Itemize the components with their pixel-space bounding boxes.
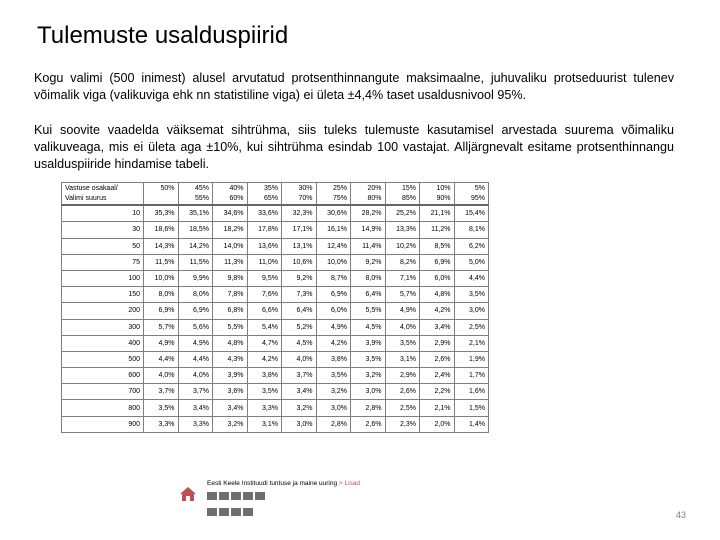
footer-section-link[interactable]: > Lisad bbox=[338, 480, 361, 487]
error-margin-cell: 17,1% bbox=[282, 222, 317, 238]
error-margin-cell: 2,4% bbox=[420, 368, 455, 384]
error-margin-cell: 3,5% bbox=[144, 400, 179, 416]
table-row bbox=[62, 368, 489, 384]
error-margin-cell: 6,9% bbox=[178, 303, 213, 319]
header-cell: 20% bbox=[351, 183, 386, 194]
error-margin-cell: 3,0% bbox=[351, 384, 386, 400]
header-cell: 85% bbox=[385, 194, 420, 206]
error-margin-cell: 7,8% bbox=[213, 287, 248, 303]
error-margin-cell: 5,5% bbox=[213, 319, 248, 335]
error-margin-cell: 2,6% bbox=[420, 351, 455, 367]
sample-size-cell: 300 bbox=[62, 319, 144, 335]
progress-square bbox=[207, 492, 217, 500]
error-margin-cell: 2,5% bbox=[454, 319, 489, 335]
progress-square bbox=[243, 508, 253, 516]
table-row bbox=[62, 416, 489, 432]
error-margin-cell: 3,3% bbox=[247, 400, 282, 416]
error-margin-cell: 5,0% bbox=[454, 254, 489, 270]
error-margin-cell: 10,2% bbox=[385, 238, 420, 254]
error-margin-cell: 28,2% bbox=[351, 205, 386, 222]
error-margin-cell: 3,5% bbox=[351, 351, 386, 367]
error-margin-cell: 3,4% bbox=[213, 400, 248, 416]
error-margin-cell: 4,5% bbox=[282, 335, 317, 351]
progress-square bbox=[207, 508, 217, 516]
error-margin-cell: 3,8% bbox=[316, 351, 351, 367]
header-cell: 40% bbox=[213, 183, 248, 194]
error-margin-cell: 6,4% bbox=[351, 287, 386, 303]
error-margin-cell: 2,8% bbox=[351, 400, 386, 416]
header-label-sample-size: Valimi suurus bbox=[62, 194, 144, 206]
error-margin-cell: 4,4% bbox=[178, 351, 213, 367]
sample-size-cell: 30 bbox=[62, 222, 144, 238]
error-margin-cell: 15,4% bbox=[454, 205, 489, 222]
error-margin-cell: 16,1% bbox=[316, 222, 351, 238]
error-margin-cell: 4,9% bbox=[385, 303, 420, 319]
sample-size-cell: 200 bbox=[62, 303, 144, 319]
error-margin-cell: 8,5% bbox=[420, 238, 455, 254]
table-row bbox=[62, 384, 489, 400]
error-margin-cell: 14,3% bbox=[144, 238, 179, 254]
error-margin-cell: 5,7% bbox=[385, 287, 420, 303]
progress-squares-top bbox=[207, 492, 265, 500]
error-margin-cell: 4,3% bbox=[213, 351, 248, 367]
table-row bbox=[62, 222, 489, 238]
error-margin-cell: 3,5% bbox=[385, 335, 420, 351]
table-row bbox=[62, 270, 489, 286]
error-margin-cell: 14,9% bbox=[351, 222, 386, 238]
error-margin-cell: 11,4% bbox=[351, 238, 386, 254]
header-cell: 25% bbox=[316, 183, 351, 194]
sample-size-cell: 50 bbox=[62, 238, 144, 254]
error-margin-cell: 3,1% bbox=[247, 416, 282, 432]
error-margin-cell: 11,0% bbox=[247, 254, 282, 270]
error-margin-cell: 11,5% bbox=[144, 254, 179, 270]
error-margin-cell: 1,7% bbox=[454, 368, 489, 384]
header-cell: 10% bbox=[420, 183, 455, 194]
error-margin-cell: 2,6% bbox=[385, 384, 420, 400]
error-margin-cell: 1,5% bbox=[454, 400, 489, 416]
error-margin-cell: 13,1% bbox=[282, 238, 317, 254]
error-margin-cell: 6,9% bbox=[316, 287, 351, 303]
error-margin-cell: 2,0% bbox=[420, 416, 455, 432]
error-margin-cell: 3,3% bbox=[144, 416, 179, 432]
error-margin-cell: 3,8% bbox=[247, 368, 282, 384]
sample-size-cell: 10 bbox=[62, 205, 144, 222]
error-margin-cell: 8,0% bbox=[144, 287, 179, 303]
table-row bbox=[62, 287, 489, 303]
sample-size-cell: 100 bbox=[62, 270, 144, 286]
error-margin-cell: 3,2% bbox=[316, 384, 351, 400]
error-margin-cell: 9,2% bbox=[351, 254, 386, 270]
progress-squares-bottom bbox=[207, 508, 313, 516]
header-label-share: Vastuse osakaal/ bbox=[62, 183, 144, 194]
confidence-interval-table bbox=[61, 182, 489, 433]
progress-square bbox=[231, 492, 241, 500]
header-cell: 75% bbox=[316, 194, 351, 206]
error-margin-cell: 18,6% bbox=[144, 222, 179, 238]
table-row bbox=[62, 400, 489, 416]
error-margin-cell: 4,2% bbox=[316, 335, 351, 351]
sample-size-cell: 800 bbox=[62, 400, 144, 416]
error-margin-cell: 3,5% bbox=[316, 368, 351, 384]
error-margin-cell: 4,9% bbox=[178, 335, 213, 351]
error-margin-cell: 3,2% bbox=[282, 400, 317, 416]
error-margin-cell: 4,8% bbox=[420, 287, 455, 303]
error-margin-cell: 2,9% bbox=[385, 368, 420, 384]
error-margin-cell: 30,6% bbox=[316, 205, 351, 222]
sample-size-cell: 500 bbox=[62, 351, 144, 367]
error-margin-cell: 3,3% bbox=[178, 416, 213, 432]
progress-square bbox=[279, 508, 289, 516]
error-margin-cell: 2,3% bbox=[385, 416, 420, 432]
error-margin-cell: 35,1% bbox=[178, 205, 213, 222]
error-margin-cell: 9,5% bbox=[247, 270, 282, 286]
table-row bbox=[62, 238, 489, 254]
error-margin-cell: 3,6% bbox=[213, 384, 248, 400]
error-margin-cell: 6,8% bbox=[213, 303, 248, 319]
error-margin-cell: 4,0% bbox=[178, 368, 213, 384]
sample-size-cell: 900 bbox=[62, 416, 144, 432]
page-title: Tulemuste usalduspiirid bbox=[37, 22, 289, 49]
error-margin-cell: 4,9% bbox=[144, 335, 179, 351]
error-margin-cell: 3,9% bbox=[213, 368, 248, 384]
error-margin-cell: 2,6% bbox=[351, 416, 386, 432]
error-margin-cell: 7,6% bbox=[247, 287, 282, 303]
error-margin-cell: 8,7% bbox=[316, 270, 351, 286]
error-margin-cell: 10,0% bbox=[144, 270, 179, 286]
error-margin-cell: 9,2% bbox=[282, 270, 317, 286]
error-margin-cell: 14,2% bbox=[178, 238, 213, 254]
table-intro-paragraph: Kui soovite vaadelda väiksemat sihtrühma, siis tuleks tulemuste kasutamisel arvestada suurema võimaliku valikuveaga, mis ei ületa aga ±10%, kui sihtrühma esindab 100 vastajat. Alljärgnevalt esitame protsenthinnangu usalduspiiride hindamise tabeli. bbox=[34, 123, 674, 171]
error-margin-cell: 3,4% bbox=[178, 400, 213, 416]
header-cell: 55% bbox=[178, 194, 213, 206]
error-margin-cell: 4,2% bbox=[420, 303, 455, 319]
error-margin-cell: 9,9% bbox=[178, 270, 213, 286]
error-margin-cell: 4,4% bbox=[144, 351, 179, 367]
error-margin-cell: 11,3% bbox=[213, 254, 248, 270]
error-margin-cell: 10,6% bbox=[282, 254, 317, 270]
header-cell: 45% bbox=[178, 183, 213, 194]
error-margin-cell: 6,2% bbox=[454, 238, 489, 254]
header-cell: 90% bbox=[420, 194, 455, 206]
error-margin-cell: 3,1% bbox=[385, 351, 420, 367]
error-margin-cell: 4,0% bbox=[144, 368, 179, 384]
error-margin-cell: 5,6% bbox=[178, 319, 213, 335]
intro-paragraph: Kogu valimi (500 inimest) alusel arvutatud protsenthinnangute maksimaalne, juhuvaliku protseduurist tulenev võimalik viga (valikuviga ehk nn statistiline viga) ei ületa ±4,4% taset usaldusnivool 95%. bbox=[34, 71, 674, 102]
error-margin-cell: 3,0% bbox=[454, 303, 489, 319]
error-margin-cell: 1,4% bbox=[454, 416, 489, 432]
progress-square bbox=[231, 508, 241, 516]
sample-size-cell: 75 bbox=[62, 254, 144, 270]
error-margin-cell: 7,3% bbox=[282, 287, 317, 303]
progress-square bbox=[219, 492, 229, 500]
header-cell: 5% bbox=[454, 183, 489, 194]
error-margin-cell: 4,5% bbox=[351, 319, 386, 335]
error-margin-cell: 8,2% bbox=[385, 254, 420, 270]
error-margin-cell: 6,9% bbox=[144, 303, 179, 319]
error-margin-cell: 3,4% bbox=[282, 384, 317, 400]
error-margin-cell: 9,8% bbox=[213, 270, 248, 286]
home-icon[interactable] bbox=[180, 487, 196, 501]
error-margin-cell: 6,0% bbox=[316, 303, 351, 319]
header-cell: 50% bbox=[144, 183, 179, 194]
error-margin-cell: 1,9% bbox=[454, 351, 489, 367]
footer-survey-title: Eesti Keele Instituudi tuntuse ja maine uuring bbox=[207, 480, 339, 487]
error-margin-cell: 2,9% bbox=[420, 335, 455, 351]
error-margin-cell: 12,4% bbox=[316, 238, 351, 254]
error-margin-cell: 6,9% bbox=[420, 254, 455, 270]
error-margin-cell: 21,1% bbox=[420, 205, 455, 222]
error-margin-cell: 3,5% bbox=[247, 384, 282, 400]
sample-size-cell: 600 bbox=[62, 368, 144, 384]
page-number: 43 bbox=[676, 510, 687, 520]
sample-size-cell: 700 bbox=[62, 384, 144, 400]
error-margin-cell: 3,4% bbox=[420, 319, 455, 335]
header-cell: 65% bbox=[247, 194, 282, 206]
table-row bbox=[62, 351, 489, 367]
error-margin-cell: 8,1% bbox=[454, 222, 489, 238]
table-row bbox=[62, 303, 489, 319]
error-margin-cell: 11,2% bbox=[420, 222, 455, 238]
error-margin-cell: 4,2% bbox=[247, 351, 282, 367]
footer-caption bbox=[207, 480, 360, 487]
error-margin-cell: 2,1% bbox=[454, 335, 489, 351]
header-cell: 95% bbox=[454, 194, 489, 206]
error-margin-cell: 25,2% bbox=[385, 205, 420, 222]
error-margin-cell: 4,8% bbox=[213, 335, 248, 351]
error-margin-cell: 32,3% bbox=[282, 205, 317, 222]
error-margin-cell: 2,1% bbox=[420, 400, 455, 416]
error-margin-cell: 11,5% bbox=[178, 254, 213, 270]
error-margin-cell: 13,3% bbox=[385, 222, 420, 238]
header-cell: 60% bbox=[213, 194, 248, 206]
table-row bbox=[62, 205, 489, 222]
error-margin-cell: 5,7% bbox=[144, 319, 179, 335]
error-margin-cell: 34,6% bbox=[213, 205, 248, 222]
progress-square bbox=[243, 492, 253, 500]
error-margin-cell: 8,0% bbox=[351, 270, 386, 286]
error-margin-cell: 17,8% bbox=[247, 222, 282, 238]
table-row bbox=[62, 335, 489, 351]
progress-square bbox=[303, 508, 313, 516]
error-margin-cell: 3,0% bbox=[316, 400, 351, 416]
error-margin-cell: 18,5% bbox=[178, 222, 213, 238]
error-margin-cell: 33,6% bbox=[247, 205, 282, 222]
error-margin-cell: 6,0% bbox=[420, 270, 455, 286]
header-cell: 30% bbox=[282, 183, 317, 194]
error-margin-cell: 18,2% bbox=[213, 222, 248, 238]
error-margin-cell: 10,0% bbox=[316, 254, 351, 270]
progress-square bbox=[219, 508, 229, 516]
error-margin-cell: 3,0% bbox=[282, 416, 317, 432]
error-margin-cell: 35,3% bbox=[144, 205, 179, 222]
error-margin-cell: 7,1% bbox=[385, 270, 420, 286]
sample-size-cell: 150 bbox=[62, 287, 144, 303]
header-cell: 70% bbox=[282, 194, 317, 206]
error-margin-cell: 4,7% bbox=[247, 335, 282, 351]
header-cell: 80% bbox=[351, 194, 386, 206]
error-margin-cell: 3,7% bbox=[144, 384, 179, 400]
error-margin-cell: 2,8% bbox=[316, 416, 351, 432]
header-cell: 35% bbox=[247, 183, 282, 194]
error-margin-cell: 14,0% bbox=[213, 238, 248, 254]
error-margin-cell: 3,9% bbox=[351, 335, 386, 351]
error-margin-cell: 5,5% bbox=[351, 303, 386, 319]
error-margin-cell: 1,6% bbox=[454, 384, 489, 400]
table-row bbox=[62, 254, 489, 270]
progress-square bbox=[255, 508, 265, 516]
progress-square bbox=[255, 492, 265, 500]
table-row bbox=[62, 319, 489, 335]
error-margin-cell: 3,7% bbox=[178, 384, 213, 400]
error-margin-cell: 2,5% bbox=[385, 400, 420, 416]
error-margin-cell: 3,5% bbox=[454, 287, 489, 303]
table-header-row-1 bbox=[62, 183, 489, 194]
error-margin-cell: 3,2% bbox=[213, 416, 248, 432]
table-header-row-2 bbox=[62, 194, 489, 206]
error-margin-cell: 4,4% bbox=[454, 270, 489, 286]
error-margin-cell: 3,7% bbox=[282, 368, 317, 384]
error-margin-cell: 6,6% bbox=[247, 303, 282, 319]
error-margin-cell: 8,0% bbox=[178, 287, 213, 303]
error-margin-cell: 5,2% bbox=[282, 319, 317, 335]
error-margin-cell: 4,0% bbox=[385, 319, 420, 335]
error-margin-cell: 4,9% bbox=[316, 319, 351, 335]
error-margin-cell: 3,2% bbox=[351, 368, 386, 384]
header-cell: 15% bbox=[385, 183, 420, 194]
error-margin-cell: 2,2% bbox=[420, 384, 455, 400]
header-cell bbox=[144, 194, 179, 206]
error-margin-cell: 4,0% bbox=[282, 351, 317, 367]
sample-size-cell: 400 bbox=[62, 335, 144, 351]
error-margin-cell: 6,4% bbox=[282, 303, 317, 319]
error-margin-cell: 5,4% bbox=[247, 319, 282, 335]
progress-square bbox=[267, 508, 277, 516]
error-margin-cell: 13,6% bbox=[247, 238, 282, 254]
progress-square bbox=[291, 508, 301, 516]
